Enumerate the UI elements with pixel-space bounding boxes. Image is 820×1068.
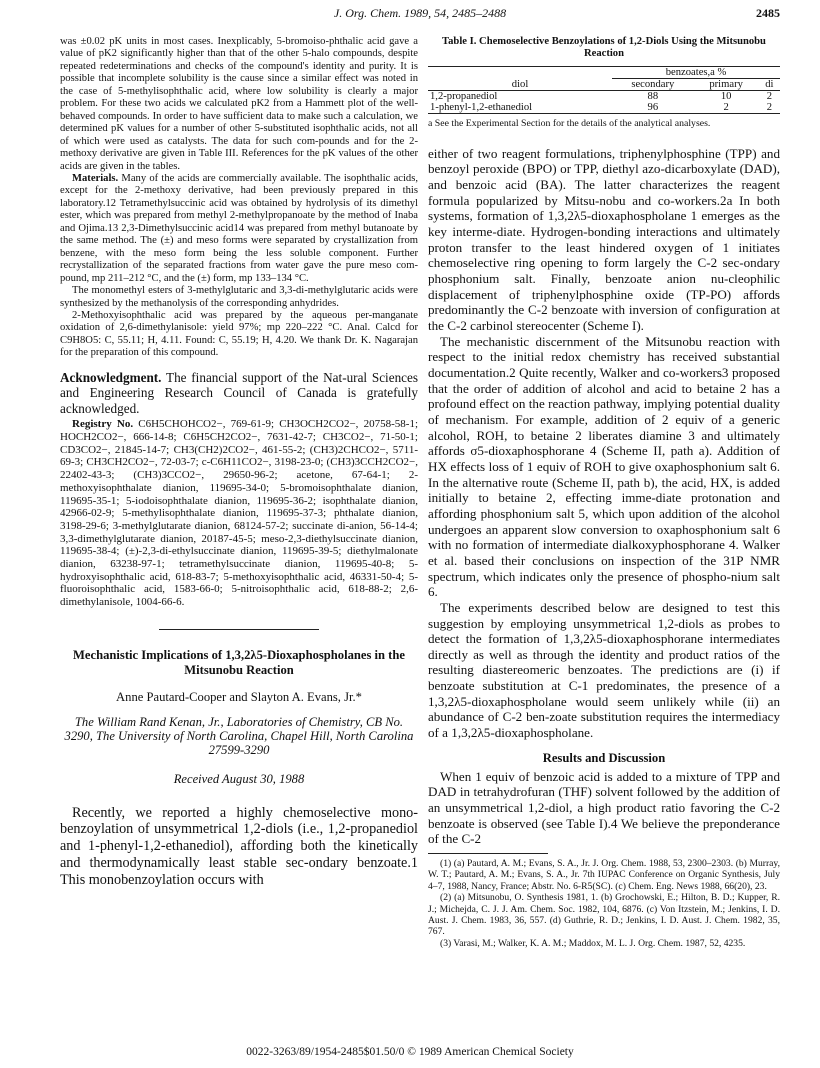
table-header: primary bbox=[709, 78, 743, 90]
paragraph: The experiments described below are designed to test this suggestion by employing unsymmetrical 1,2-diols as probes to detect the formation of 1,3,2λ5-dioxaphosphorane intermediates directly as well as through the identity and product ratios of the resulting diastereomeric benzoates. The predictions are (i) if benzoate substitution at C-1 predominates, the presence of a 1,3,2λ5-dioxaphospholane would seem unlikely while (ii) an abundance of C-2 ben-zoate substitution requires the intermediacy of a 1,3,2λ5-dioxaphospholane. bbox=[428, 599, 780, 741]
table-cell: 2 bbox=[766, 90, 772, 102]
footnote: (2) (a) Mitsunobu, O. Synthesis 1981, 1. (b) Grochowski, E.; Hilton, B. D.; Kupper, R. J.; Michejda, C. J. J. Am. Chem. Soc. 1982, 104, 6876. (c) Von Itzstein, M.; Jenkins, I. D. Aust. J. Chem. 1983, 36, 557. (d) Guthrie, R. D.; Jenkins, I. D. Aust. J. Chem. 1982, 35, 767. bbox=[428, 892, 780, 938]
table-footnote: a See the Experimental Section for the details of the analytical analyses. bbox=[428, 117, 711, 129]
materials-text: Many of the acids are commercially available. The isophthalic acids, except for the 2-methoxy derivative, had been previously prepared in this laboratory.12 Tetramethylsuccinic acid was obtained by hydrolysis of its dimethyl ester, which was prepared from methyl 2-methylpropanoate by the method of Inaba and Ojima.13 2,3-Dimethylsuccinic acid14 was prepared from methyl butanoate by the same method. The (±) and meso forms were separated by crystallization from benzene, with the meso form being the less soluble component. Further recrystallization of the separated fractions from water gave the pure meso com-pound, mp 211–212 °C, and the (±) form, mp 133–134 °C. bbox=[60, 172, 418, 284]
materials-paragraph bbox=[60, 173, 418, 285]
table-cell: 10 bbox=[720, 90, 732, 102]
table-row bbox=[428, 102, 780, 114]
footnote: (1) (a) Pautard, A. M.; Evans, S. A., Jr. J. Org. Chem. 1988, 53, 2300–2303. (b) Murray, W. T.; Pautard, A. M.; Evans, S. A., Jr. 7th IUPAC Conference on Organic Synthesis, July 4–7, 1988, Nancy, France; Abstr. No. 6-R5(SC). (c) Chem. Eng. News 1988, 66(20), 23. bbox=[428, 858, 780, 892]
table-cell: 1,2-propanediol bbox=[430, 90, 498, 102]
intro-paragraph: Recently, we reported a highly chemoselective mono-benzoylation of unsymmetrical 1,2-diols (i.e., 1,2-propanediol and 1-phenyl-1,2-ethanediol), affording both the kinetically and thermodynamically least stable sec-ondary benzoate.1 This monobenzoylation occurs with bbox=[60, 804, 418, 888]
table-cell: 2 bbox=[723, 101, 729, 113]
table-cell: 1-phenyl-1,2-ethanediol bbox=[430, 101, 533, 113]
table-row bbox=[428, 90, 780, 102]
table-header: di bbox=[765, 78, 774, 90]
running-header bbox=[60, 6, 780, 24]
authors: Anne Pautard-Cooper and Slayton A. Evans, Jr.* bbox=[116, 689, 362, 704]
registry-heading: Registry No. bbox=[72, 418, 134, 431]
footnote-divider bbox=[428, 853, 548, 854]
table-cell: 96 bbox=[647, 101, 659, 113]
paragraph: The mechanistic discernment of the Mitsunobu reaction with respect to the initial redox chemistry has received substantial documentation.2 Quite recently, Walker and co-workers3 proposed that the order of addition of alcohol and acid to betaine 2 has a profound effect on the reaction pathway, implying potential duality of mechanism. For example, addition of 2 equiv of a generic alcohol, ROH, to betaine 2 liberates diamine 3 and ultimately affords σ5-dioxaphosphorane 4 (Scheme II, path a). Addition of HX effects loss of 1 equiv of ROH to give oxaphosphonium salt 6. In the alternative route (Scheme II, path b), the acid, HX, is added initially to betaine 2, effecting imme-diate protonation and affording phosphonium salt 5, which upon addition of the alcohol undergoes an apparent slow conversion to oxaphosphonium salt 6 with no formation of intermediate dialkoxyphosphorane 4. Walker et al. based their conclusions on inspection of the 31P NMR spectrum, which indicates only the presence of phospho-nium salt 6. bbox=[428, 333, 780, 600]
materials-heading: Materials. bbox=[72, 172, 119, 184]
journal-citation: J. Org. Chem. 1989, 54, 2485–2488 bbox=[333, 6, 507, 20]
copyright-footer: 0022-3263/89/1954-2485$01.50/0 © 1989 American Chemical Society bbox=[246, 1046, 574, 1058]
right-column bbox=[428, 36, 780, 949]
benzoylation-table bbox=[428, 66, 780, 114]
left-column bbox=[60, 36, 418, 888]
page-number: 2485 bbox=[756, 6, 780, 20]
paragraph: either of two reagent formulations, triphenylphosphine (TPP) and benzoyl peroxide (BPO) or TPP, diethyl azo-dicarboxylate (DAD), and benzoic acid (BA). The latter characterizes the reagent formula popularized by Mitsu-nobu and co-workers.2a In both systems, formation of 1,3,2λ5-dioxaphospholane 1 emerges as the key interme-diate. Hydrogen-bonding interactions and ultimately proton transfer to the least hindered oxygen of 1 initiates chemoselective ring opening to form largely the C-2 sec-ondary phosphonium salt. Finally, benzoate anion nu-cleophilic displacement of triphenylphosphine oxide (TP-PO) affords predominantly the C-2 benzoate with inversion of configuration at the C-2 carbinol stereocenter (Scheme I). bbox=[428, 145, 780, 334]
article-title: Mechanistic Implications of 1,3,2λ5-Dioxaphospholanes in the Mitsunobu Reaction bbox=[73, 647, 405, 677]
paragraph: was ±0.02 pK units in most cases. Inexplicably, 5-bromoiso-phthalic acid gave a value of pK2 significantly higher than that of the other 5-halo compounds, despite repeated redeterminations and checks of the compound's identity and purity. It is possible that incomplete solubility is the cause since a similar effect was noted in the case of 5-methylisophthalic acid, where low solubility is clearly a major problem. For these two acids we calculated pK2 from a Hammett plot of the well-behaved compounds. In order to have sufficient data to make such a calculation, we determined pK values for a number of other 5-substituted isophthalic acids, not all of which were used as catalysts. The data for such com-pounds and for the 2-methoxy derivative are given in Table III. References for the pK values of the other acids are given in the tables. bbox=[60, 36, 418, 172]
footnote: (3) Varasi, M.; Walker, K. A. M.; Maddox, M. L. J. Org. Chem. 1987, 52, 4235. bbox=[440, 937, 746, 949]
acknowledgment-text: The financial support of the Nat-ural Sciences and Engineering Research Council of Canada is gratefully acknowledged. bbox=[60, 369, 418, 416]
acknowledgment bbox=[60, 370, 418, 417]
divider bbox=[159, 629, 319, 630]
section-heading: Results and Discussion bbox=[542, 750, 666, 765]
table-caption: Table I. Chemoselective Benzoylations of 1,2-Diols Using the Mitsunobu Reaction bbox=[442, 36, 766, 60]
registry-numbers bbox=[60, 418, 418, 609]
table-cell: 88 bbox=[647, 90, 659, 102]
table-group-header: benzoates,a % bbox=[612, 66, 780, 78]
table-cell: 2 bbox=[766, 101, 772, 113]
received-date: Received August 30, 1988 bbox=[173, 771, 305, 786]
registry-text: C6H5CHOHCO2−, 769-61-9; CH3OCH2CO2−, 20758-58-1; HOCH2CO2−, 666-14-8; C6H5CH2CO2−, 7631-42-7; CH3CO2−, 71-50-1; CD3CO2−, 21845-14-7; CH3(CH2)2CO2−, 461-55-2; (CH3)2CHCO2−, 5711-69-3; CH3CH2CO2−, 72-03-7; c-C6H11CO2−, 3198-23-0; (CH3)3CCH2CO2−, 22402-43-3; (CH3)3CCO2−, 29650-96-2; acetone, 67-64-1; 2-methoxyisophthalate dianion, 119695-34-0; 5-bromoisophthalate dianion, 119695-35-1; 5-iodoisophthalate dianion, 119695-36-2; isophthalate dianion, 42966-02-9; 5-methylisophthalate dianion, 119695-37-3; phthalate dianion, 3198-29-6; 3-methylglutarate dianion, 68124-57-2; succinate di-anion, 56-14-4; 3,3-dimethylglutarate dianion, 20187-45-5; meso-2,3-diethylsuccinate dianion, 119695-38-4; (±)-2,3-di-ethylsuccinate dianion, 119695-39-5; diethylmalonate dianion, 63238-97-1; tetramethylsuccinate dianion, 119695-40-8; 5-hydroxyisophthalic acid, 618-83-7; 5-methoxyisophthalic acid, 46331-50-4; 5-fluoroisophthalic acid, 1583-66-0; 5-nitroisophthalic acid, 618-88-2; 2,6-dimethylanisole, 1004-66-6. bbox=[60, 418, 418, 609]
paragraph: 2-Methoxyisophthalic acid was prepared by the aqueous per-manganate oxidation of 2,6-dimethylanisole: yield 97%; mp 220–222 °C. Anal. Calcd for C9H8O5: C, 55.11; H, 4.11. Found: C, 55.19; H, 4.20. We thank Dr. K. Nagarajan for the preparation of this compound. bbox=[60, 309, 418, 359]
paragraph: The monomethyl esters of 3-methylglutaric and 3,3-di-methylglutaric acids were synthesized by the methanolysis of the corresponding anhydrides. bbox=[60, 285, 418, 309]
affiliation: The William Rand Kenan, Jr., Laboratories of Chemistry, CB No. 3290, The University of North Carolina, Chapel Hill, North Carolina 27599-3290 bbox=[64, 714, 414, 758]
table-header: secondary bbox=[631, 78, 675, 90]
table-header: diol bbox=[511, 78, 529, 90]
acknowledgment-heading: Acknowledgment. bbox=[60, 369, 162, 385]
paragraph: When 1 equiv of benzoic acid is added to a mixture of TPP and DAD in tetrahydrofuran (THF) solvent followed by the addition of an unsymmetrical 1,2-diol, a high product ratio favoring the C-2 benzoate is observed (see Table I).4 We believe the preponderance of the C-2 bbox=[428, 768, 780, 847]
